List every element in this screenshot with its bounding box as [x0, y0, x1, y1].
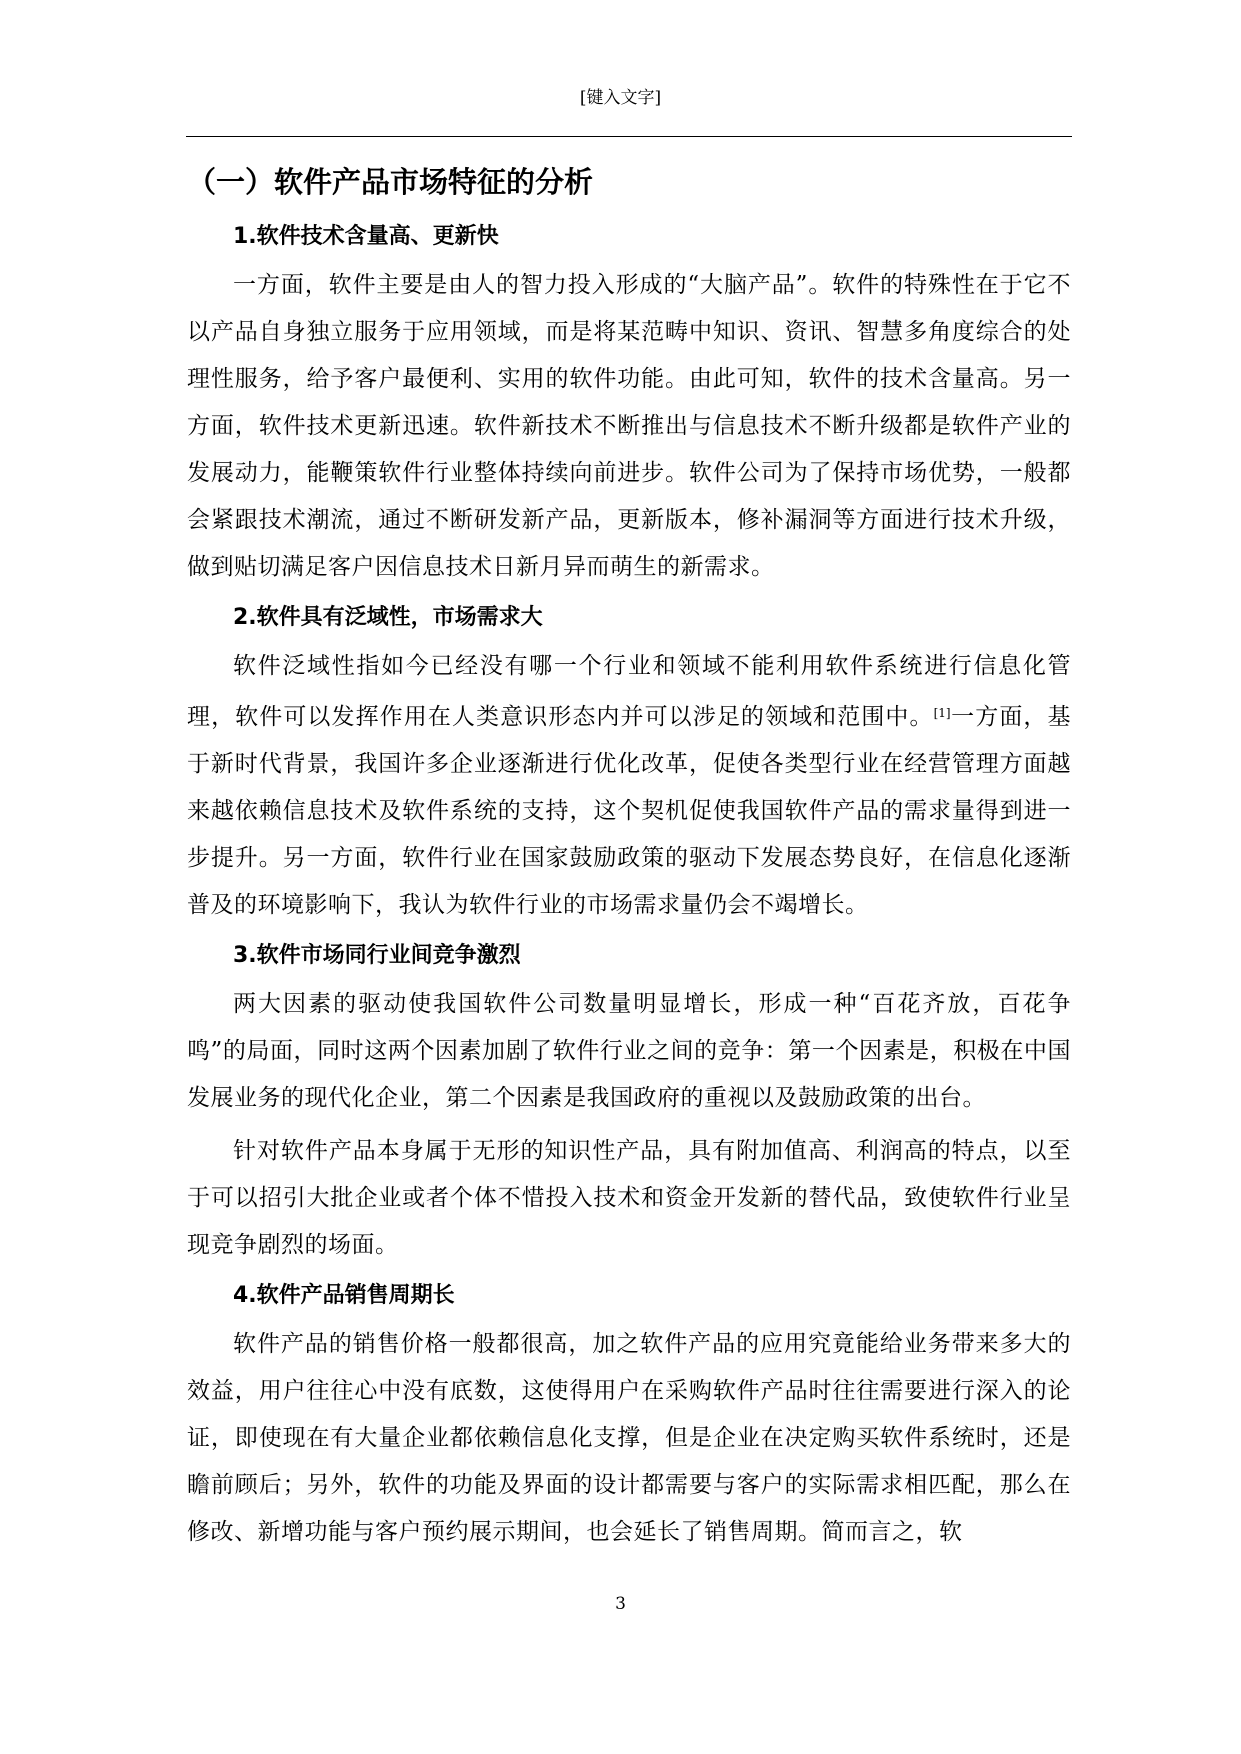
- subheading-3: 3.软件市场同行业间竞争激烈: [233, 943, 521, 968]
- document-body: [187, 160, 1071, 1562]
- page-header: [键入文字]: [579, 88, 662, 108]
- header-divider: [186, 136, 1072, 137]
- subheading-1: 1.软件技术含量高、更新快: [233, 224, 499, 249]
- paragraph-2: [187, 643, 1071, 929]
- paragraph-2-part-2: 一方面，基于新时代背景，我国许多企业逐渐进行优化改革，促使各类型行业在经营管理方面越来越依赖信息技术及软件系统的支持，这个契机促使我国软件产品的需求量得到进一步提升。另一方面，软件行业在国家鼓励政策的驱动下发展态势良好，在信息化逐渐普及的环境影响下，我认为软件行业的市场需求量仍会不竭增长。: [187, 704, 1072, 918]
- paragraph-4: 针对软件产品本身属于无形的知识性产品，具有附加值高、利润高的特点，以至于可以招引大批企业或者个体不惜投入技术和资金开发新的替代品，致使软件行业呈现竞争剧烈的场面。: [187, 1138, 1071, 1258]
- paragraph-5: 软件产品的销售价格一般都很高，加之软件产品的应用究竟能给业务带来多大的效益，用户往往心中没有底数，这使得用户在采购软件产品时往往需要进行深入的论证，即使现在有大量企业都依赖信息化支撑，但是企业在决定购买软件系统时，还是瞻前顾后；另外，软件的功能及界面的设计都需要与客户的实际需求相匹配，那么在修改、新增功能与客户预约展示期间，也会延长了销售周期。简而言之，软: [187, 1331, 1071, 1545]
- paragraph-3: 两大因素的驱动使我国软件公司数量明显增长，形成一种“百花齐放，百花争鸣”的局面，同时这两个因素加剧了软件行业之间的竞争：第一个因素是，积极在中国发展业务的现代化企业，第二个因素是我国政府的重视以及鼓励政策的出台。: [187, 991, 1071, 1111]
- section-title: （一）软件产品市场特征的分析: [187, 165, 594, 199]
- citation-marker: [1]: [933, 706, 951, 720]
- paragraph-1: 一方面，软件主要是由人的智力投入形成的“大脑产品”。软件的特殊性在于它不以产品自身独立服务于应用领域，而是将某范畴中知识、资讯、智慧多角度综合的处理性服务，给予客户最便利、实用的软件功能。由此可知，软件的技术含量高。另一方面，软件技术更新迅速。软件新技术不断推出与信息技术不断升级都是软件产业的发展动力，能鞭策软件行业整体持续向前进步。软件公司为了保持市场优势，一般都会紧跟技术潮流，通过不断研发新产品，更新版本，修补漏洞等方面进行技术升级，做到贴切满足客户因信息技术日新月异而萌生的新需求。: [187, 272, 1071, 580]
- subheading-2: 2.软件具有泛域性，市场需求大: [233, 605, 543, 630]
- paragraph-2-part-1: 软件泛域性指如今已经没有哪一个行业和领域不能利用软件系统进行信息化管理，软件可以发挥作用在人类意识形态内并可以涉足的领域和范围中。: [187, 653, 1071, 730]
- page-number: 3: [615, 1594, 626, 1614]
- subheading-4: 4.软件产品销售周期长: [233, 1283, 455, 1308]
